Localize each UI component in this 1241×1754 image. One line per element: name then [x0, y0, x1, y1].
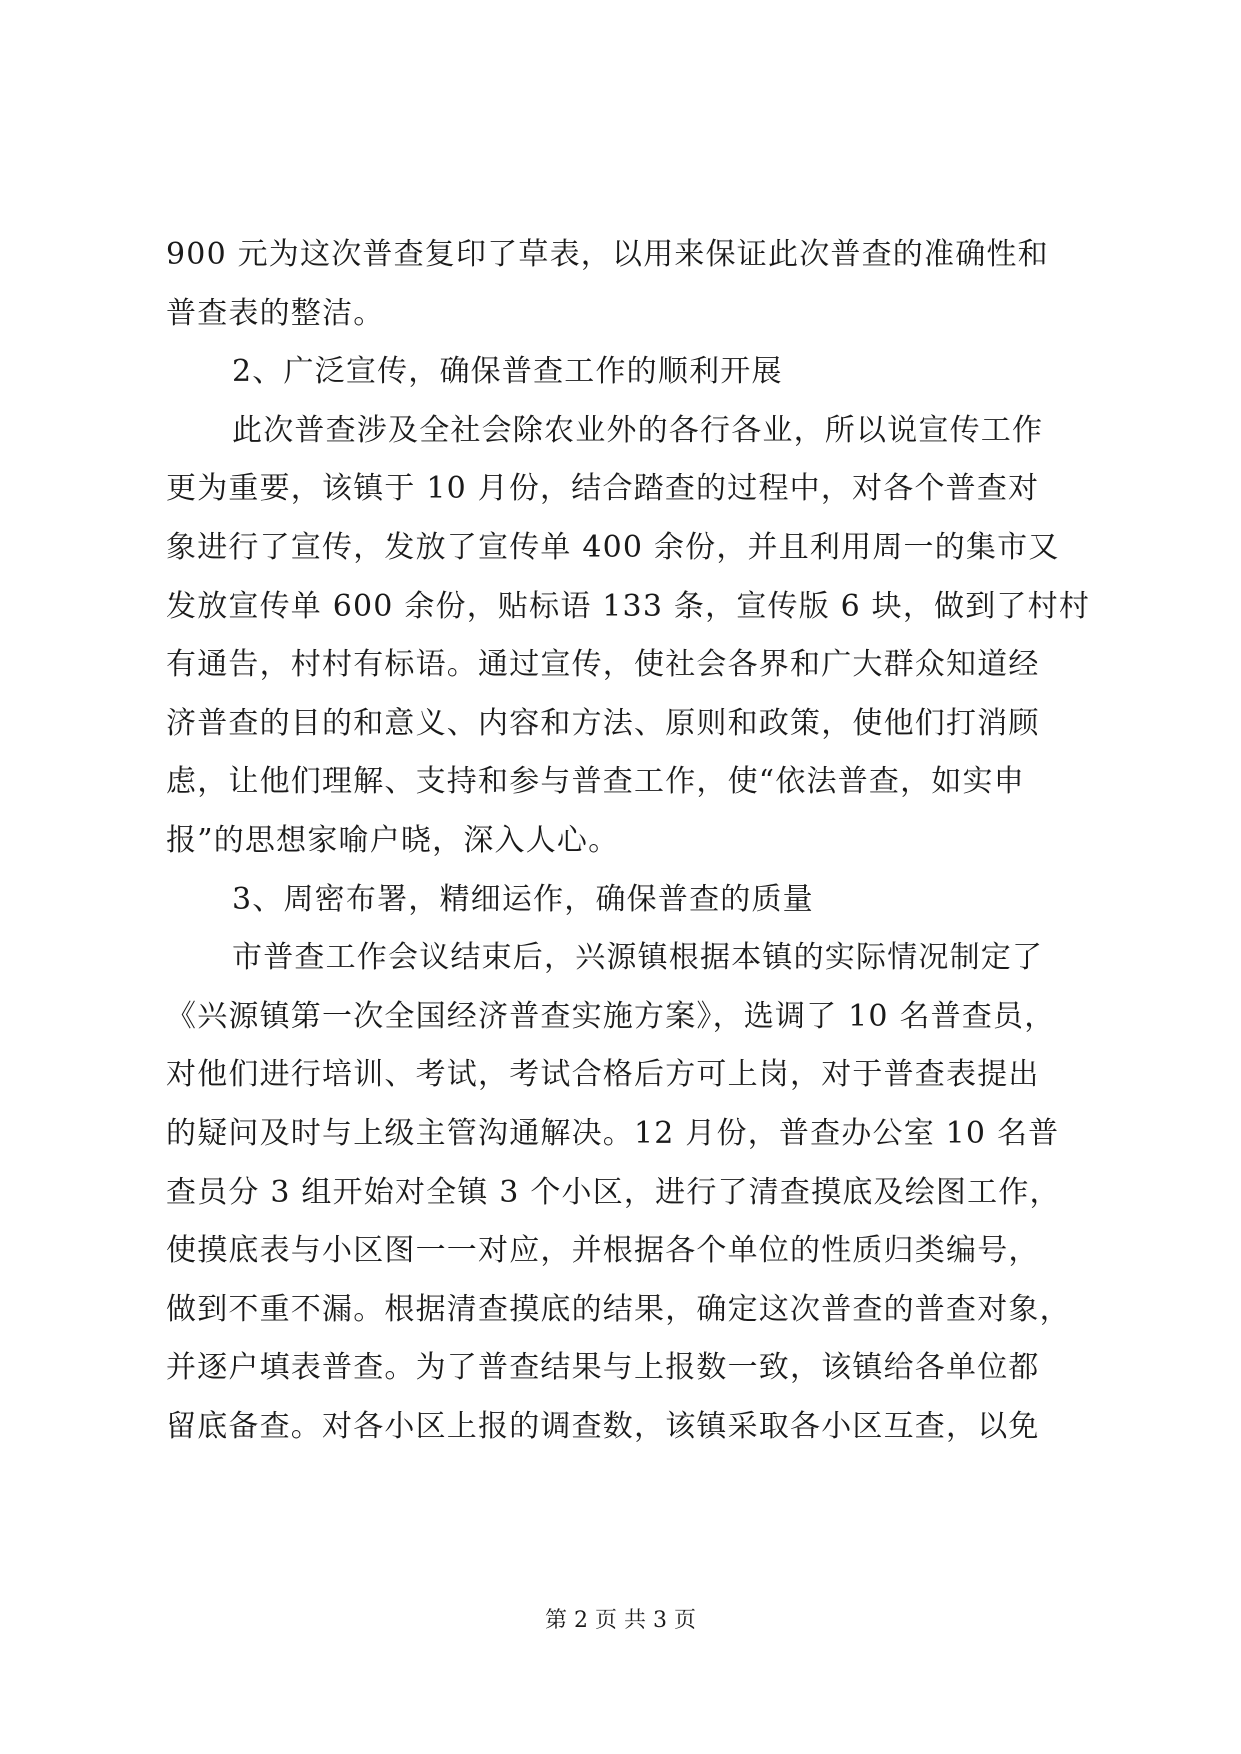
text-line: 使摸底表与小区图一一对应，并根据各个单位的性质归类编号， — [166, 1233, 1040, 1269]
text-line: 查员分 3 组开始对全镇 3 个小区，进行了清查摸底及绘图工作， — [166, 1174, 1061, 1210]
text-line: 900 元为这次普查复印了草表，以用来保证此次普查的准确性和 — [166, 237, 1049, 272]
document-body — [166, 226, 1091, 1456]
text-line: 报”的思想家喻户晓，深入人心。 — [166, 822, 620, 858]
text-line: 留底备查。对各小区上报的调查数，该镇采取各小区互查，以免 — [166, 1408, 1040, 1444]
text-line: 并逐户填表普查。为了普查结果与上报数一致，该镇给各单位都 — [166, 1350, 1040, 1386]
text-line: 市普查工作会议结束后，兴源镇根据本镇的实际情况制定了 — [232, 940, 1044, 976]
text-line: 对他们进行培训、考试，考试合格后方可上岗，对于普查表提出 — [166, 1057, 1040, 1093]
section-heading: 3、周密布署，精细运作，确保普查的质量 — [232, 881, 814, 917]
text-line: 《兴源镇第一次全国经济普查实施方案》，选调了 10 名普查员， — [166, 998, 1056, 1034]
text-line: 普查表的整洁。 — [166, 295, 385, 331]
text-line: 更为重要，该镇于 10 月份，结合踏查的过程中，对各个普查对 — [166, 471, 1040, 507]
text-line: 济普查的目的和意义、内容和方法、原则和政策，使他们打消顾 — [166, 705, 1040, 741]
page-indicator: 第 2 页 共 3 页 — [545, 1608, 696, 1633]
section-heading: 2、广泛宣传，确保普查工作的顺利开展 — [232, 354, 783, 390]
text-line: 的疑问及时与上级主管沟通解决。12 月份，普查办公室 10 名普 — [166, 1115, 1060, 1151]
text-line: 发放宣传单 600 余份，贴标语 133 条，宣传版 6 块，做到了村村 — [166, 588, 1091, 624]
text-line: 有通告，村村有标语。通过宣传，使社会各界和广大群众知道经 — [166, 647, 1040, 683]
page-footer — [0, 1606, 1241, 1636]
text-line: 此次普查涉及全社会除农业外的各行各业，所以说宣传工作 — [232, 412, 1044, 448]
text-line: 做到不重不漏。根据清查摸底的结果，确定这次普查的普查对象， — [166, 1291, 1071, 1327]
text-line: 虑，让他们理解、支持和参与普查工作，使“依法普查，如实申 — [166, 764, 1025, 800]
text-line: 象进行了宣传，发放了宣传单 400 余份，并且利用周一的集市又 — [166, 529, 1060, 565]
